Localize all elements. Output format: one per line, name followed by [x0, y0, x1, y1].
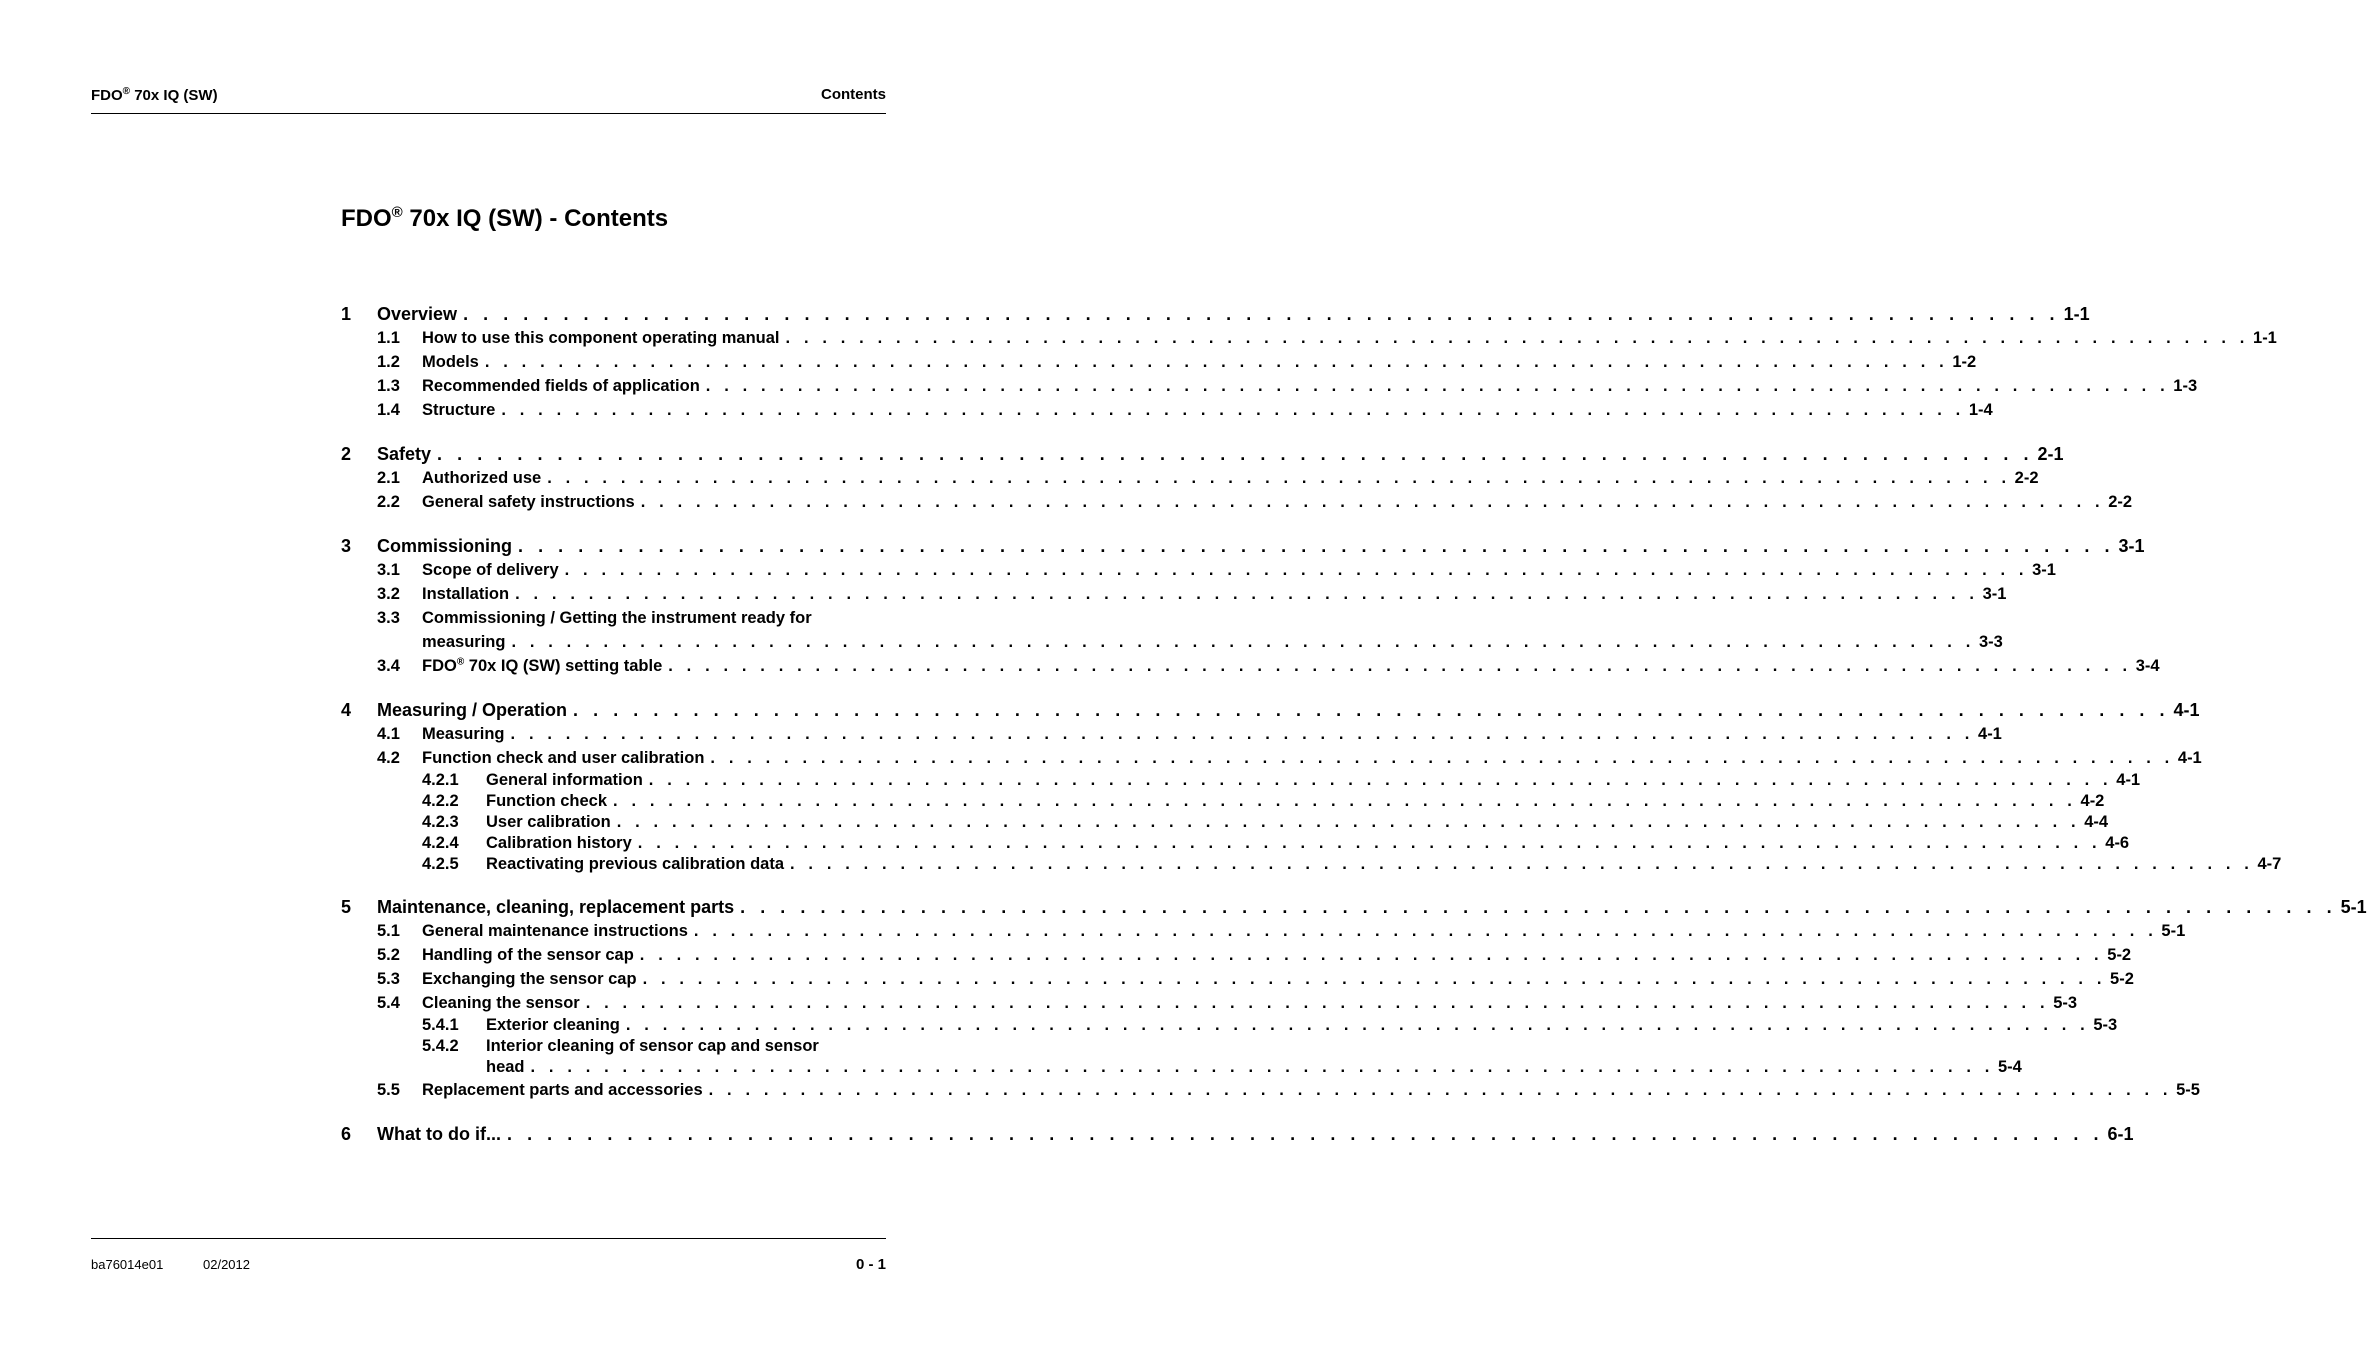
- toc-leader-line: [486, 1057, 2022, 1078]
- toc-section-entry[interactable]: [341, 746, 2202, 770]
- toc-entry-title: How to use this component operating manual: [422, 329, 780, 347]
- toc-dot-leader: . . . . . . . . . . . . . . . . . . . . . . . . . . . . . . . . . . . . . . . . . . . . . . . . . . . . . . . . . . . . . . . . . . . . . . . . . . . . . . . .: [501, 401, 1965, 419]
- toc-entry-title: Safety: [377, 444, 432, 464]
- toc-entry-title: Maintenance, cleaning, replacement parts: [377, 897, 735, 917]
- toc-entry-number: 4.2: [377, 749, 400, 767]
- toc-entry-title: General information: [486, 771, 643, 789]
- toc-subsection-entry[interactable]: [341, 833, 2130, 854]
- toc-leader-line: [422, 558, 2056, 582]
- toc-entry-title: General maintenance instructions: [422, 922, 688, 940]
- toc-entry-number: 4: [341, 700, 352, 720]
- toc-dot-leader: . . . . . . . . . . . . . . . . . . . . . . . . . . . . . . . . . . . . . . . . . . . . . . . . . . . . . . . . . . . . . . . . . . . . . . . . . . . . . . . .: [705, 377, 2170, 395]
- toc-section-entry[interactable]: [341, 1078, 2200, 1102]
- toc-chapter-entry[interactable]: [341, 534, 2145, 558]
- toc-entry-title: head: [486, 1058, 525, 1076]
- toc-entry-number: 3: [341, 536, 352, 556]
- toc-entry-number: 4.1: [377, 725, 400, 743]
- toc-entry-title: User calibration: [486, 813, 611, 831]
- toc-leader-line: [377, 1122, 2134, 1146]
- toc-entry-title: Authorized use: [422, 469, 542, 487]
- toc-entry-number: 1.4: [377, 401, 400, 419]
- toc-page-ref[interactable]: 3-1: [2118, 536, 2145, 556]
- toc-subsection-entry[interactable]: [341, 791, 2105, 812]
- toc-section-entry[interactable]: [341, 654, 2160, 678]
- toc-entry-number: 3.3: [377, 609, 400, 627]
- toc-entry-title: Structure: [422, 401, 496, 419]
- toc-dot-leader: . . . . . . . . . . . . . . . . . . . . . . . . . . . . . . . . . . . . . . . . . . . . . . . . . . . . . . . . . . . . . . . . . . . . . . . . . . . . . . . .: [648, 771, 2113, 789]
- toc-section-entry[interactable]: [341, 991, 2078, 1015]
- toc-leader-line: [422, 398, 1993, 422]
- toc-dot-leader: . . . . . . . . . . . . . . . . . . . . . . . . . . . . . . . . . . . . . . . . . . . . . . . . . . . . . . . . . . . . . . . . . . . . . . . . . . . . . . . .: [564, 561, 2029, 579]
- toc-page-ref[interactable]: 4-7: [2257, 855, 2282, 873]
- toc-dot-leader: . . . . . . . . . . . . . . . . . . . . . . . . . . . . . . . . . . . . . . . . . . . . . . . . . . . . . . . . . . . . . . . . . . . . . . . . . . . . . . . .: [637, 834, 2102, 852]
- toc-page-ref[interactable]: 5-4: [1998, 1058, 2022, 1076]
- toc-page-ref[interactable]: 4-1: [2116, 771, 2141, 789]
- toc-page-ref[interactable]: 1-1: [2253, 329, 2277, 347]
- toc-chapter-entry[interactable]: [341, 302, 2090, 326]
- toc-leader-line: [422, 919, 2186, 943]
- toc-entry-number: 5.4.2: [422, 1037, 459, 1055]
- toc-entry-number: 1: [341, 304, 352, 324]
- toc-entry-title: Exchanging the sensor cap: [422, 970, 637, 988]
- toc-page-ref[interactable]: 5-2: [2107, 946, 2132, 964]
- toc-leader-line: [422, 630, 2003, 654]
- toc-entry-number: 2.2: [377, 493, 400, 511]
- toc-dot-leader: . . . . . . . . . . . . . . . . . . . . . . . . . . . . . . . . . . . . . . . . . . . . . . . . . . . . . . . . . . . . . . . . . . . . . . . . . . . . . . . .: [613, 792, 2077, 810]
- toc-page-ref[interactable]: 6-1: [2107, 1124, 2134, 1144]
- toc-section-entry[interactable]: [341, 490, 2133, 514]
- toc-subsection-entry[interactable]: [341, 812, 2109, 833]
- toc-dot-leader: . . . . . . . . . . . . . . . . . . . . . . . . . . . . . . . . . . . . . . . . . . . . . . . . . . . . . . . . . . . . . . . . . . . . . . . . . . . . . . . .: [515, 585, 1979, 603]
- toc-section-entry[interactable]: [341, 350, 1977, 374]
- toc-dot-leader: . . . . . . . . . . . . . . . . . . . . . . . . . . . . . . . . . . . . . . . . . . . . . . . . . . . . . . . . . . . . . . . . . . . . . . . . . . . . . . . .: [484, 353, 1949, 371]
- toc-chapter-entry[interactable]: [341, 698, 2200, 722]
- toc-entry-title: Commissioning: [377, 536, 513, 556]
- toc-entry-number: 3.4: [377, 657, 400, 675]
- toc-chapter: [341, 534, 2160, 678]
- toc-entry-title: Cleaning the sensor: [422, 994, 580, 1012]
- toc-entry-title: Function check and user calibration: [422, 749, 705, 767]
- toc-leader-line: [422, 746, 2202, 770]
- toc-subsection-entry[interactable]: [341, 770, 2141, 791]
- toc-dot-leader: . . . . . . . . . . . . . . . . . . . . . . . . . . . . . . . . . . . . . . . . . . . . . . . . . . . . . . . . . . . . . . . . . . . . . . . . . . . . . . . .: [463, 304, 2060, 324]
- toc-leader-line: [377, 442, 2064, 466]
- toc-page-ref[interactable]: 3-1: [1982, 585, 2007, 603]
- toc-entry-title: What to do if...: [377, 1124, 501, 1144]
- toc-entry-title: Installation: [422, 585, 510, 603]
- toc-entry-title: Reactivating previous calibration data: [486, 855, 784, 873]
- toc-leader-line: [422, 350, 1977, 374]
- toc-chapter-entry[interactable]: [341, 1122, 2134, 1146]
- toc-entry-title: Interior cleaning of sensor cap and sensor: [486, 1037, 819, 1055]
- toc-dot-leader: . . . . . . . . . . . . . . . . . . . . . . . . . . . . . . . . . . . . . . . . . . . . . . . . . . . . . . . . . . . . . . . . . . . . . . . . . . . . . . . .: [530, 1058, 1994, 1076]
- toc-section-entry[interactable]: [341, 967, 2134, 991]
- toc-page-ref[interactable]: 3-1: [2032, 561, 2056, 579]
- toc-entry-number: 5.3: [377, 970, 400, 988]
- toc-section-entry[interactable]: [341, 558, 2056, 582]
- toc-chapter-entry[interactable]: [341, 895, 2367, 919]
- toc-dot-leader: . . . . . . . . . . . . . . . . . . . . . . . . . . . . . . . . . . . . . . . . . . . . . . . . . . . . . . . . . . . . . . . . . . . . . . . . . . . . . . . .: [790, 855, 2254, 873]
- toc-leader-line: [422, 967, 2134, 991]
- toc-entry-number: 1.2: [377, 353, 400, 371]
- toc-section-entry[interactable]: [341, 582, 2007, 606]
- toc-page-ref[interactable]: 5-3: [2053, 994, 2078, 1012]
- toc-leader-line: [422, 326, 2277, 350]
- header-doc-title: FDO® 70x IQ (SW): [91, 86, 218, 104]
- toc-page-ref[interactable]: 2-2: [2014, 469, 2039, 487]
- toc-section-entry[interactable]: [341, 606, 2003, 654]
- footer-page-number: 0 - 1: [855, 1256, 886, 1273]
- toc-dot-leader: . . . . . . . . . . . . . . . . . . . . . . . . . . . . . . . . . . . . . . . . . . . . . . . . . . . . . . . . . . . . . . . . . . . . . . . . . . . . . . . .: [639, 946, 2104, 964]
- toc-entry-title: Measuring / Operation: [377, 700, 568, 720]
- toc-entry-title: Overview: [377, 304, 458, 324]
- toc-entry-title: measuring: [422, 633, 506, 651]
- toc-subsection-entry[interactable]: [341, 1036, 2022, 1078]
- toc-page-ref[interactable]: 5-3: [2093, 1016, 2118, 1034]
- toc-leader-line: [486, 833, 2130, 854]
- toc-leader-line: [486, 854, 2282, 875]
- toc-dot-leader: . . . . . . . . . . . . . . . . . . . . . . . . . . . . . . . . . . . . . . . . . . . . . . . . . . . . . . . . . . . . . . . . . . . . . . . . . . . . . . . .: [668, 657, 2132, 675]
- toc-leader-line: [377, 302, 2090, 326]
- toc-section-entry[interactable]: [341, 943, 2132, 967]
- footer-date: 02/2012: [203, 1257, 250, 1272]
- toc-page-ref[interactable]: 4-4: [2084, 813, 2109, 831]
- header-rule: [91, 113, 886, 114]
- toc-page-ref[interactable]: 5-1: [2340, 897, 2367, 917]
- toc-entry-title: General safety instructions: [422, 493, 635, 511]
- toc-page-ref[interactable]: 3-3: [1978, 633, 2003, 651]
- toc-entry-title: Function check: [486, 792, 608, 810]
- toc-entry-number: 4.2.2: [422, 792, 459, 810]
- toc-entry-number: 6: [341, 1124, 352, 1144]
- toc-dot-leader: . . . . . . . . . . . . . . . . . . . . . . . . . . . . . . . . . . . . . . . . . . . . . . . . . . . . . . . . . . . . . . . . . . . . . . . . . . . . . . . .: [625, 1016, 2090, 1034]
- toc-entry-title: Models: [422, 353, 479, 371]
- toc-leader-line: [486, 770, 2141, 791]
- toc-leader-line: [422, 943, 2132, 967]
- toc-page-ref[interactable]: 1-2: [1952, 353, 1977, 371]
- toc-leader-line: [422, 1078, 2200, 1102]
- header-section-title: Contents: [821, 86, 886, 103]
- toc-leader-line: [422, 490, 2133, 514]
- toc-dot-leader: . . . . . . . . . . . . . . . . . . . . . . . . . . . . . . . . . . . . . . . . . . . . . . . . . . . . . . . . . . . . . . . . . . . . . . . . . . . . . . . .: [585, 994, 2050, 1012]
- toc-dot-leader: . . . . . . . . . . . . . . . . . . . . . . . . . . . . . . . . . . . . . . . . . . . . . . . . . . . . . . . . . . . . . . . . . . . . . . . . . . . . . . . .: [693, 922, 2158, 940]
- toc-entry-number: 3.2: [377, 585, 400, 603]
- toc-dot-leader: . . . . . . . . . . . . . . . . . . . . . . . . . . . . . . . . . . . . . . . . . . . . . . . . . . . . . . . . . . . . . . . . . . . . . . . . . . . . . . . .: [437, 444, 2034, 464]
- toc-subsection-entry[interactable]: [341, 854, 2282, 875]
- toc-leader-line: [377, 698, 2200, 722]
- toc-leader-line: [422, 722, 2002, 746]
- toc-page-ref[interactable]: 4-2: [2080, 792, 2105, 810]
- toc-entry-number: 4.2.5: [422, 855, 459, 873]
- toc-section-entry[interactable]: [341, 326, 2277, 350]
- toc-page-ref[interactable]: 4-6: [2105, 834, 2130, 852]
- toc-section-entry[interactable]: [341, 722, 2002, 746]
- toc-leader-line: [486, 1015, 2118, 1036]
- toc-dot-leader: . . . . . . . . . . . . . . . . . . . . . . . . . . . . . . . . . . . . . . . . . . . . . . . . . . . . . . . . . . . . . . . . . . . . . . . . . . . . . . . .: [506, 1124, 2104, 1144]
- toc-entry-title: FDO® 70x IQ (SW) setting table: [422, 656, 663, 675]
- toc-dot-leader: . . . . . . . . . . . . . . . . . . . . . . . . . . . . . . . . . . . . . . . . . . . . . . . . . . . . . . . . . . . . . . . . . . . . . . . . . . . . . . . .: [547, 469, 2011, 487]
- toc-leader-line: [422, 466, 2039, 490]
- toc-page-ref[interactable]: 5-1: [2161, 922, 2186, 940]
- toc-section-entry[interactable]: [341, 919, 2186, 943]
- toc-chapter: [341, 442, 2133, 514]
- toc-page-ref[interactable]: 3-4: [2135, 657, 2160, 675]
- toc-dot-leader: . . . . . . . . . . . . . . . . . . . . . . . . . . . . . . . . . . . . . . . . . . . . . . . . . . . . . . . . . . . . . . . . . . . . . . . . . . . . . . . .: [518, 536, 2115, 556]
- toc-chapter: [341, 302, 2277, 422]
- toc-leader-line: [422, 582, 2007, 606]
- toc-dot-leader: . . . . . . . . . . . . . . . . . . . . . . . . . . . . . . . . . . . . . . . . . . . . . . . . . . . . . . . . . . . . . . . . . . . . . . . . . . . . . . . .: [510, 725, 1975, 743]
- toc-leader-line: [377, 895, 2367, 919]
- toc-entry-number: 4.2.4: [422, 834, 459, 852]
- toc-chapter: [341, 1122, 2134, 1146]
- toc-entry-number: 5.4.1: [422, 1016, 459, 1034]
- toc-entry-number: 5.4: [377, 994, 400, 1012]
- toc-entry-number: 5.1: [377, 922, 400, 940]
- toc-dot-leader: . . . . . . . . . . . . . . . . . . . . . . . . . . . . . . . . . . . . . . . . . . . . . . . . . . . . . . . . . . . . . . . . . . . . . . . . . . . . . . . .: [616, 813, 2081, 831]
- toc-entry-number: 3.1: [377, 561, 400, 579]
- toc-leader-line: [422, 374, 2198, 398]
- toc-entry-number: 4.2.1: [422, 771, 459, 789]
- toc-entry-number: 4.2.3: [422, 813, 459, 831]
- toc-page-ref[interactable]: 1-3: [2173, 377, 2198, 395]
- toc-page-ref[interactable]: 4-1: [1978, 725, 2002, 743]
- toc-dot-leader: . . . . . . . . . . . . . . . . . . . . . . . . . . . . . . . . . . . . . . . . . . . . . . . . . . . . . . . . . . . . . . . . . . . . . . . . . . . . . . . .: [708, 1081, 2173, 1099]
- toc-page-ref[interactable]: 2-2: [2108, 493, 2133, 511]
- toc-entry-number: 5: [341, 897, 352, 917]
- toc-leader-line: [377, 534, 2145, 558]
- toc-entry-number: 5.2: [377, 946, 400, 964]
- toc-section-entry[interactable]: [341, 374, 2198, 398]
- toc-dot-leader: . . . . . . . . . . . . . . . . . . . . . . . . . . . . . . . . . . . . . . . . . . . . . . . . . . . . . . . . . . . . . . . . . . . . . . . . . . . . . . . .: [511, 633, 1975, 651]
- toc-dot-leader: . . . . . . . . . . . . . . . . . . . . . . . . . . . . . . . . . . . . . . . . . . . . . . . . . . . . . . . . . . . . . . . . . . . . . . . . . . . . . . . .: [642, 970, 2107, 988]
- toc-dot-leader: . . . . . . . . . . . . . . . . . . . . . . . . . . . . . . . . . . . . . . . . . . . . . . . . . . . . . . . . . . . . . . . . . . . . . . . . . . . . . . . .: [640, 493, 2105, 511]
- footer-doc-id: ba76014e01: [91, 1257, 164, 1272]
- toc-chapter: [341, 698, 2282, 875]
- toc-entry-number: 1.1: [377, 329, 400, 347]
- toc-entry-number: 5.5: [377, 1081, 400, 1099]
- page-title: FDO® 70x IQ (SW) - Contents: [341, 204, 669, 232]
- toc-entry-title: Recommended fields of application: [422, 377, 700, 395]
- toc-entry-title: Measuring: [422, 725, 505, 743]
- toc-page-ref[interactable]: 1-1: [2063, 304, 2090, 324]
- toc-entry-title: Calibration history: [486, 834, 632, 852]
- toc-page-ref[interactable]: 5-5: [2176, 1081, 2200, 1099]
- toc-entry-title: Scope of delivery: [422, 561, 559, 579]
- toc-page-ref[interactable]: 4-1: [2173, 700, 2200, 720]
- toc-section-entry[interactable]: [341, 466, 2039, 490]
- toc-leader-line: [422, 991, 2078, 1015]
- toc-page-ref[interactable]: 4-1: [2177, 749, 2202, 767]
- toc-entry-number: 2: [341, 444, 352, 464]
- toc-entry-title: Exterior cleaning: [486, 1016, 620, 1034]
- toc-dot-leader: . . . . . . . . . . . . . . . . . . . . . . . . . . . . . . . . . . . . . . . . . . . . . . . . . . . . . . . . . . . . . . . . . . . . . . . . . . . . . . . .: [740, 897, 2337, 917]
- toc-dot-leader: . . . . . . . . . . . . . . . . . . . . . . . . . . . . . . . . . . . . . . . . . . . . . . . . . . . . . . . . . . . . . . . . . . . . . . . . . . . . . . . .: [710, 749, 2174, 767]
- toc-entry-number: 1.3: [377, 377, 400, 395]
- toc-dot-leader: . . . . . . . . . . . . . . . . . . . . . . . . . . . . . . . . . . . . . . . . . . . . . . . . . . . . . . . . . . . . . . . . . . . . . . . . . . . . . . . .: [573, 700, 2170, 720]
- toc-entry-number: 2.1: [377, 469, 400, 487]
- toc-leader-line: [486, 812, 2109, 833]
- toc-dot-leader: . . . . . . . . . . . . . . . . . . . . . . . . . . . . . . . . . . . . . . . . . . . . . . . . . . . . . . . . . . . . . . . . . . . . . . . . . . . . . . . .: [785, 329, 2250, 347]
- toc-entry-title: Commissioning / Getting the instrument ready for: [422, 609, 812, 627]
- toc-leader-line: [422, 654, 2160, 678]
- toc-page-ref[interactable]: 2-1: [2037, 444, 2064, 464]
- toc-chapter: [341, 895, 2367, 1102]
- toc-page-ref[interactable]: 5-2: [2110, 970, 2134, 988]
- footer-rule: [91, 1238, 886, 1239]
- toc-entry-title: Handling of the sensor cap: [422, 946, 634, 964]
- toc-section-entry[interactable]: [341, 398, 1993, 422]
- toc-leader-line: [486, 791, 2105, 812]
- toc-chapter-entry[interactable]: [341, 442, 2064, 466]
- toc-page-ref[interactable]: 1-4: [1968, 401, 1993, 419]
- toc-entry-title: Replacement parts and accessories: [422, 1081, 703, 1099]
- toc-subsection-entry[interactable]: [341, 1015, 2118, 1036]
- table-of-contents: [341, 302, 2367, 1146]
